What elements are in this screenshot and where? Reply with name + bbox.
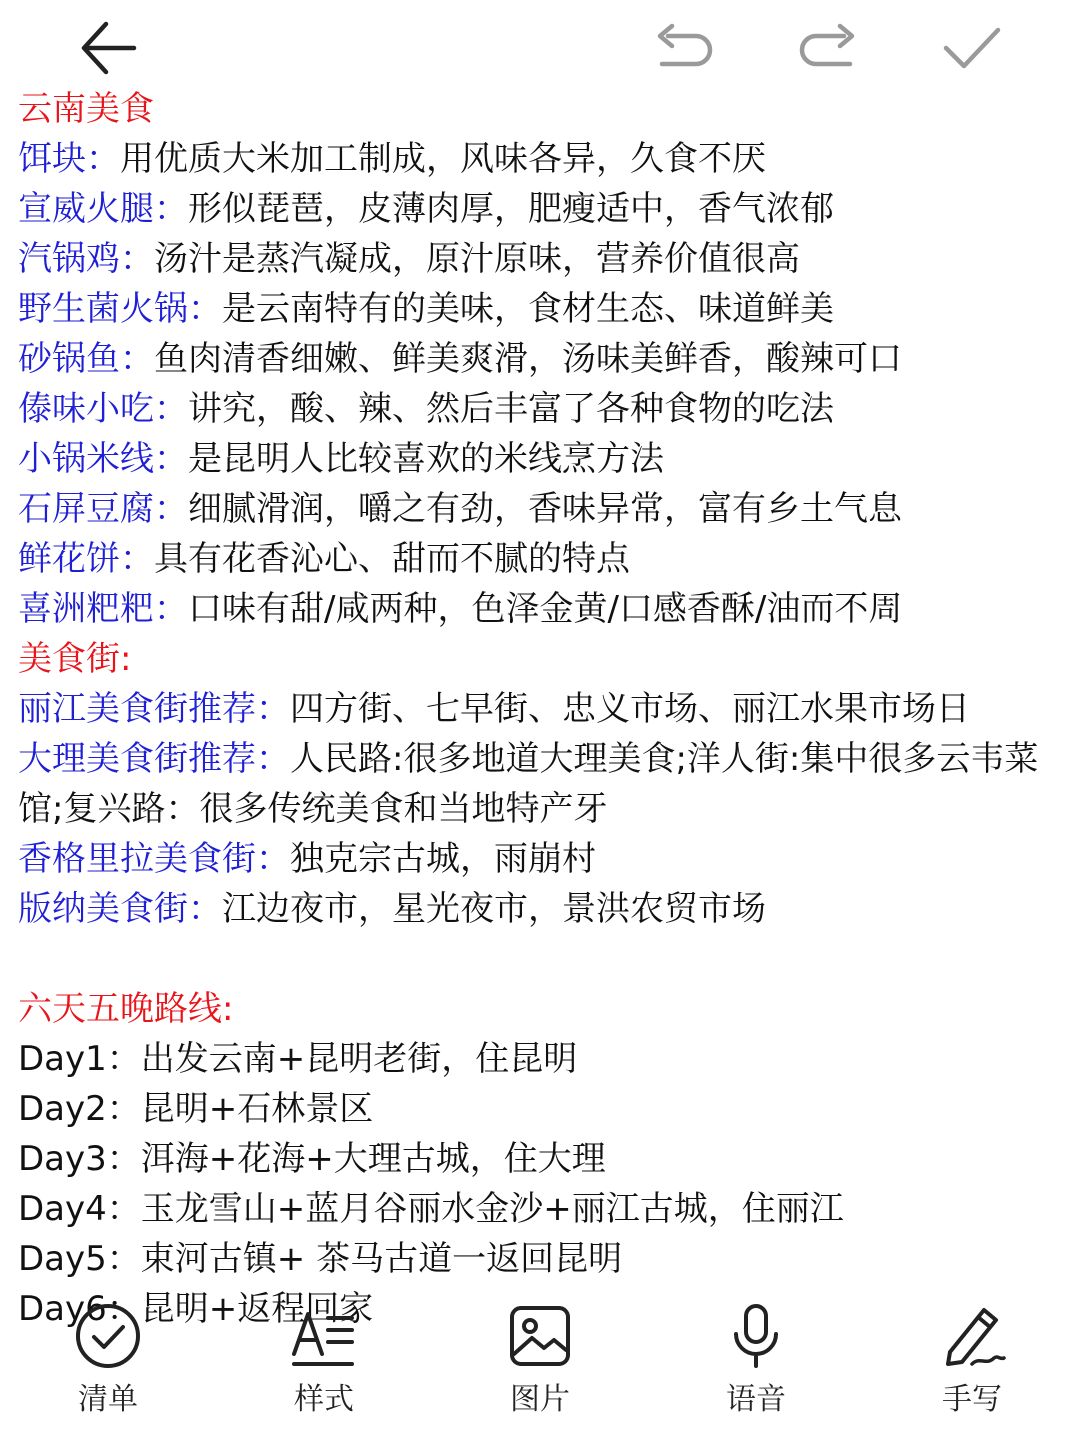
street-item-lijiang: [18, 684, 1068, 734]
arrow-left-icon: [76, 16, 140, 80]
day-label: Day4：: [18, 1189, 141, 1229]
food-heading: 云南美食: [18, 89, 154, 129]
food-term: 傣味小吃：: [18, 389, 188, 429]
street-term: 版纳美食街：: [18, 889, 222, 929]
route-day-1: [18, 1034, 1068, 1084]
day-desc: 束河古镇+ 茶马古道一返回昆明: [140, 1239, 623, 1279]
food-desc: 用优质大米加工制成，风味各异，久食不厌: [120, 139, 766, 179]
voice-button[interactable]: [686, 1300, 826, 1428]
route-heading: 六天五晚路线:: [18, 989, 234, 1029]
blank-line: [18, 934, 1068, 984]
street-item-dali: [18, 734, 1068, 834]
image-button[interactable]: [470, 1300, 610, 1428]
food-desc: 口味有甜/咸两种，色泽金黄/口感香酥/油而不周: [188, 589, 903, 629]
undo-button[interactable]: [648, 12, 720, 84]
food-desc: 鱼肉清香细嫩、鲜美爽滑，汤味美鲜香，酸辣可口: [154, 339, 902, 379]
checkmark-icon: [940, 16, 1004, 80]
back-button[interactable]: [72, 12, 144, 84]
voice-label: 语音: [726, 1382, 786, 1417]
street-term: 香格里拉美食街：: [18, 839, 290, 879]
food-desc: 细腻滑润，嚼之有劲，香味异常，富有乡土气息: [188, 489, 902, 529]
food-item-flower-cake: [18, 534, 1068, 584]
note-body[interactable]: [18, 84, 1068, 1334]
street-heading: 美食街:: [18, 639, 132, 679]
day-desc: 昆明+石林景区: [140, 1089, 374, 1129]
food-desc: 汤汁是蒸汽凝成，原汁原味，营养价值很高: [154, 239, 800, 279]
redo-icon: [796, 16, 860, 80]
day-desc: 玉龙雪山+蓝月谷丽水金沙+丽江古城，住丽江: [140, 1189, 844, 1229]
street-term: 丽江美食街推荐：: [18, 689, 290, 729]
street-term: 大理美食街推荐：: [18, 739, 290, 779]
food-term: 野生菌火锅：: [18, 289, 222, 329]
food-item-rice-noodle: [18, 434, 1068, 484]
food-item-claypot-fish: [18, 334, 1068, 384]
undo-icon: [652, 16, 716, 80]
route-day-2: [18, 1084, 1068, 1134]
route-day-5: [18, 1234, 1068, 1284]
food-term: 汽锅鸡：: [18, 239, 154, 279]
day-desc: 洱海+花海+大理古城，住大理: [140, 1139, 606, 1179]
handwriting-button[interactable]: [902, 1300, 1042, 1428]
text-style-label: 样式: [294, 1382, 354, 1417]
street-desc: 人民路:很多地道大理美食;洋人街:集中很多云韦菜馆;复兴路：很多传统美食和当地特产牙: [18, 739, 1039, 829]
food-term: 砂锅鱼：: [18, 339, 154, 379]
food-item-tofu: [18, 484, 1068, 534]
pen-icon: [936, 1300, 1008, 1372]
food-desc: 是昆明人比较喜欢的米线烹方法: [188, 439, 664, 479]
route-day-3: [18, 1134, 1068, 1184]
day-label: Day3：: [18, 1139, 141, 1179]
done-button[interactable]: [936, 12, 1008, 84]
food-item-steampot-chicken: [18, 234, 1068, 284]
day-label: Day1：: [18, 1039, 141, 1079]
redo-button[interactable]: [792, 12, 864, 84]
image-label: 图片: [510, 1382, 570, 1417]
food-desc: 讲究，酸、辣、然后丰富了各种食物的吃法: [188, 389, 834, 429]
food-term: 喜洲粑粑：: [18, 589, 188, 629]
food-term: 小锅米线：: [18, 439, 188, 479]
street-item-banna: [18, 884, 1068, 934]
checklist-label: 清单: [78, 1382, 138, 1417]
food-item-ham: [18, 184, 1068, 234]
route-day-4: [18, 1184, 1068, 1234]
checklist-button[interactable]: [38, 1300, 178, 1428]
food-item-erkuai: [18, 134, 1068, 184]
image-icon: [504, 1300, 576, 1372]
food-term: 鲜花饼：: [18, 539, 154, 579]
checklist-icon: [72, 1300, 144, 1372]
street-desc: 四方街、七早街、忠义市场、丽江水果市场日: [290, 689, 970, 729]
food-term: 饵块：: [18, 139, 120, 179]
text-style-button[interactable]: [254, 1300, 394, 1428]
food-desc: 是云南特有的美味，食材生态、味道鲜美: [222, 289, 834, 329]
day-desc: 昆明+返程回家: [140, 1289, 374, 1329]
street-item-shangrila: [18, 834, 1068, 884]
microphone-icon: [720, 1300, 792, 1372]
food-item-xizhou-baba: [18, 584, 1068, 634]
bottom-toolbar: [0, 1292, 1080, 1440]
street-desc: 江边夜市，星光夜市，景洪农贸市场: [222, 889, 766, 929]
day-label: Day5：: [18, 1239, 141, 1279]
food-term: 石屏豆腐：: [18, 489, 188, 529]
food-term: 宣威火腿：: [18, 189, 188, 229]
text-style-icon: [288, 1300, 360, 1372]
food-desc: 形似琵琶，皮薄肉厚，肥瘦适中，香气浓郁: [188, 189, 834, 229]
day-label: Day2：: [18, 1089, 141, 1129]
food-item-dai-snacks: [18, 384, 1068, 434]
handwriting-label: 手写: [942, 1382, 1002, 1417]
food-desc: 具有花香沁心、甜而不腻的特点: [154, 539, 630, 579]
food-item-mushroom-hotpot: [18, 284, 1068, 334]
day-desc: 出发云南+昆明老街，住昆明: [140, 1039, 578, 1079]
day-label: Day6：: [18, 1289, 141, 1329]
top-toolbar: [0, 0, 1080, 90]
street-desc: 独克宗古城，雨崩村: [290, 839, 596, 879]
